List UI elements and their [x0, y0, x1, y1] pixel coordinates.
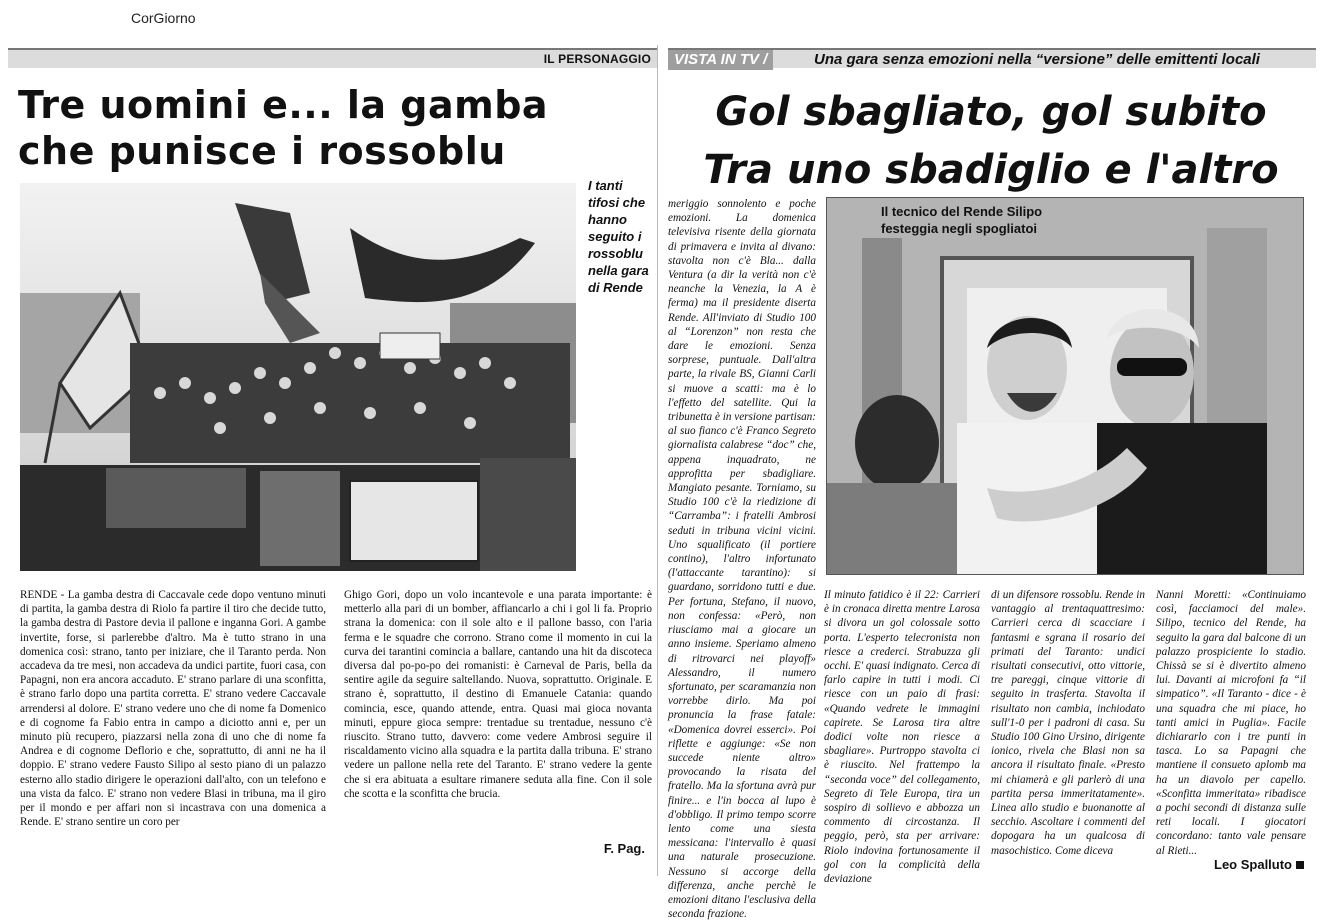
- article-column: [20, 588, 326, 876]
- body-text: di un difensore rossoblu. Rende in vantaggio al trentaquattresimo: Carrieri cerca di scacciare i fantasmi e sgrana il rosario dei primati del Taranto: undici risultati consecutivi, otto vittorie, tre pareggi, cinque vittorie di seguito in trasferta. Stavolta il risultato non cambia, inchiodato sull'1-0 per i padroni di casa. Su Studio 100 Gino Ursino, dirigente ionico, rivela che Blasi non sa ancora il risultato finale. «Presto mi chiamerà e gli parlerò di una partita persa immeritatamente». Linea allo studio e buonanotte al secchio. Ascoltare i commenti del dopogara ha un qualcosa di masochistico. Come diceva: [991, 589, 1145, 857]
- section-kicker: IL PERSONAGGIO: [543, 52, 651, 66]
- headline-line: Tra uno sbadiglio e l'altro: [703, 147, 1279, 193]
- author-signature: F. Pag.: [603, 841, 645, 856]
- author-name: Leo Spalluto: [1214, 857, 1292, 872]
- right-article: [668, 45, 1316, 921]
- caption-line: Il tecnico del Rende Silipo: [881, 204, 1043, 219]
- body-text: Il minuto fatidico è il 22: Carrieri è in cronaca diretta mentre Larosa si divora un gol colossale sotto porta. L'esperto telecronista non riesce a crederci. Strabuzza gli occhi. E' quasi indignato. Cerca di farlo capire in tutti i modi. Ci riesce con un paio di frasi: «Quando vedrete le immagini capirete. Se Larosa tira altre dodici volte non riesce a sbagliare». Purtroppo stavolta ci è riuscito. Nel frattempo la “seconda voce” del collegamento, Segreto di Tele Europa, tira un sospiro di sollievo e abbozza un commento di circostanza. Il peggio, però, sta per arrivare: Riolo indovina fortunosamente il gol con la complicità della deviazione: [824, 589, 980, 886]
- headline-line: che punisce i rossoblu: [18, 129, 506, 173]
- article-column: [824, 588, 980, 886]
- section-bar: [8, 48, 657, 68]
- photo-caption: I tanti tifosi che hanno seguito i rossoblu nella gara di Rende: [588, 178, 649, 295]
- body-text: Nanni Moretti: «Continuiamo così, facciamoci del male». Silipo, tecnico del Rende, ha seguito la gara dal balcone di un palazzo prospiciente lo stadio. Chissà se si è divertito almeno lui. Davanti ai microfoni fa “il simpatico”. «Il Taranto - dice - è una squadra che mi piace, ho tanti amici in Puglia». Facile dichiararlo con i tre punti in tasca. Lo sa Papagni che mantiene il consueto aplomb ma ha un diavolo per capello. «Sconfitta immeritata» ribadisce a pochi secondi di distanza sulle reti locali. I giocatori concordano: tanto vale pensare al Rieti...: [1156, 589, 1306, 857]
- headline-line: Gol sbagliato, gol subito: [715, 89, 1267, 135]
- section-tag: VISTA IN TV /: [668, 50, 773, 70]
- section-subheading: Una gara senza emozioni nella “versione” delle emittenti locali: [814, 51, 1260, 68]
- end-mark-icon: [1296, 861, 1304, 869]
- coach-photo: [826, 197, 1304, 575]
- article-headline: [676, 83, 1306, 199]
- site-logo[interactable]: CorGiorno: [131, 10, 196, 26]
- body-text: Ghigo Gori, dopo un volo incantevole e una parata importante: è metterlo alla pari di un bomber, affiancarlo a chi i gol li fa. Proprio strana la domenica: con il sole alto e il pallone basso, con l'aria ferma e le squadre che corrono. Strano come il momento in cui la curva dei tarantini comincia a ballare, cantando una hit da discoteca diversa dal po-po-po dei romanisti: è Carneval de Paris, bella da sentire agile da seguire saltellando. Nuova, soprattutto. Originale. E strano è, soprattutto, il destino di Emanuele Catania: quando comincia, esce, quando attende, entra. Quasi mai gioca novanta minuti, eppure gioca sempre: trentadue su trentadue, nessuno c'è riuscito. Strano tutto, davvero: come vedere Ambrosi seguire il riscaldamento vicino alla squadra e la partita dalla tribuna. E' strano vedere un pallone nella rete del Taranto. E' strano vedere la gente che si era abituata a esultare rimanere seduta alla fine. Con il sole che scotta e la sconfitta che brucia.: [344, 589, 652, 800]
- fans-photo: [20, 183, 576, 571]
- author-signature: [1214, 857, 1304, 872]
- section-bar: [668, 48, 1316, 68]
- article-column: [1156, 588, 1306, 857]
- body-text: meriggio sonnolento e poche emozioni. La domenica televisiva risente della giornata di primavera e invita al divano: stavolta non c'è Bla... dalla Ventura (a dir la verità non c'è neanche la Venezia, la A è ferma) ma il presidente diserta Rende. All'inviato di Studio 100 al “Lorenzon” non resta che dare le emozioni. Senza sorprese, puntuale. Dall'altra parte, la rivale BS, Gianni Carli si muove a scatti: ma è lo l'effetto del satellite. Qui la tribunetta è in versione partisan: al suo fianco c'è Franco Segreto giornalista calabrese “doc” che, appena inquadrato, ne approfitta per sbadigliare. Mangiato pesante. Torniamo, su Studio 100 c'è la riedizione di “Carramba”: i fratelli Ambrosi seduti in tribuna vicini vicini. Uno squalificato (il portiere contino), l'altro infortunato (l'attaccante tarantino): si guardano, sorridono tutti e due. Per fortuna, Stefano, il nuovo, non confessa: «Però, non riusciamo mai a giocare un anno insieme. Speriamo almeno di ritrovarci nei playoff» Alessandro, il numero sfortunato, per scaramanzia non vorrebbe dirlo. Ma poi pronuncia la frase fatale: «Domenica dovrei esserci». Poi riflette e aggiunge: «Se non succede niente altro» provocando la risata del fratello. Ma la sfortuna avrà pur finire... e l'in bocca al lupo è d'obbligo. Il primo tempo scorre lento come una siesta messicana: l'intervallo è quasi una naturale prosecuzione. Nessuno si accorge della differenza, anche perchè le emozioni ditano l'esclusiva della seconda frazione.: [668, 198, 816, 921]
- caption-line: festeggia negli spogliatoi: [881, 221, 1038, 236]
- article-column: [344, 588, 652, 876]
- photo-caption: [881, 203, 1121, 237]
- fans-photo-image: [20, 183, 576, 571]
- left-article: [8, 45, 658, 876]
- headline-line: Tre uomini e... la gamba: [18, 83, 549, 127]
- body-text: RENDE - La gamba destra di Caccavale cede dopo ventuno minuti di partita, la gamba destra di Riolo fa partire il tiro che decide tutto, la gamba destra di Pastore devia il pallone e inganna Gori. A gambe invertite, forse, si parlerebbe d'altro. Ma è tutto strano in una domenica così: strano, tanto per iniziare, che il Taranto perda. Non accadeva da tre mesi, non accadeva da undici partite, fuori casa, con Papagni, non era ancora accaduto. E' strano parlare di una sconfitta, è strano farlo dopo una partita corretta. E' strano vedere Caccavale arrendersi al dolore. E' strano vedere uno che di nome fa Domenico e di cognome fa Fabio entra in campo a diciotto anni e, per un minuto più recupero, piazzarsi nella zona di uno che di nome fa Andrea e di cognome Deflorio e che, soprattutto, di anni ne ha il doppio. E' strano vedere Fausto Silipo al sesto piano di un palazzo esterno allo stadio dirigere le operazioni dall'alto, con un telefono e una vista da falco. E' strano non vedere Blasi in tribuna, ma il giro per il mondo e per affari non si incastrava con una domenica a Rende. E' strano sentire un coro per: [20, 589, 326, 829]
- article-column: [991, 588, 1145, 878]
- coach-photo-image: [827, 198, 1303, 574]
- article-column: [668, 197, 816, 921]
- article-headline: [18, 82, 648, 174]
